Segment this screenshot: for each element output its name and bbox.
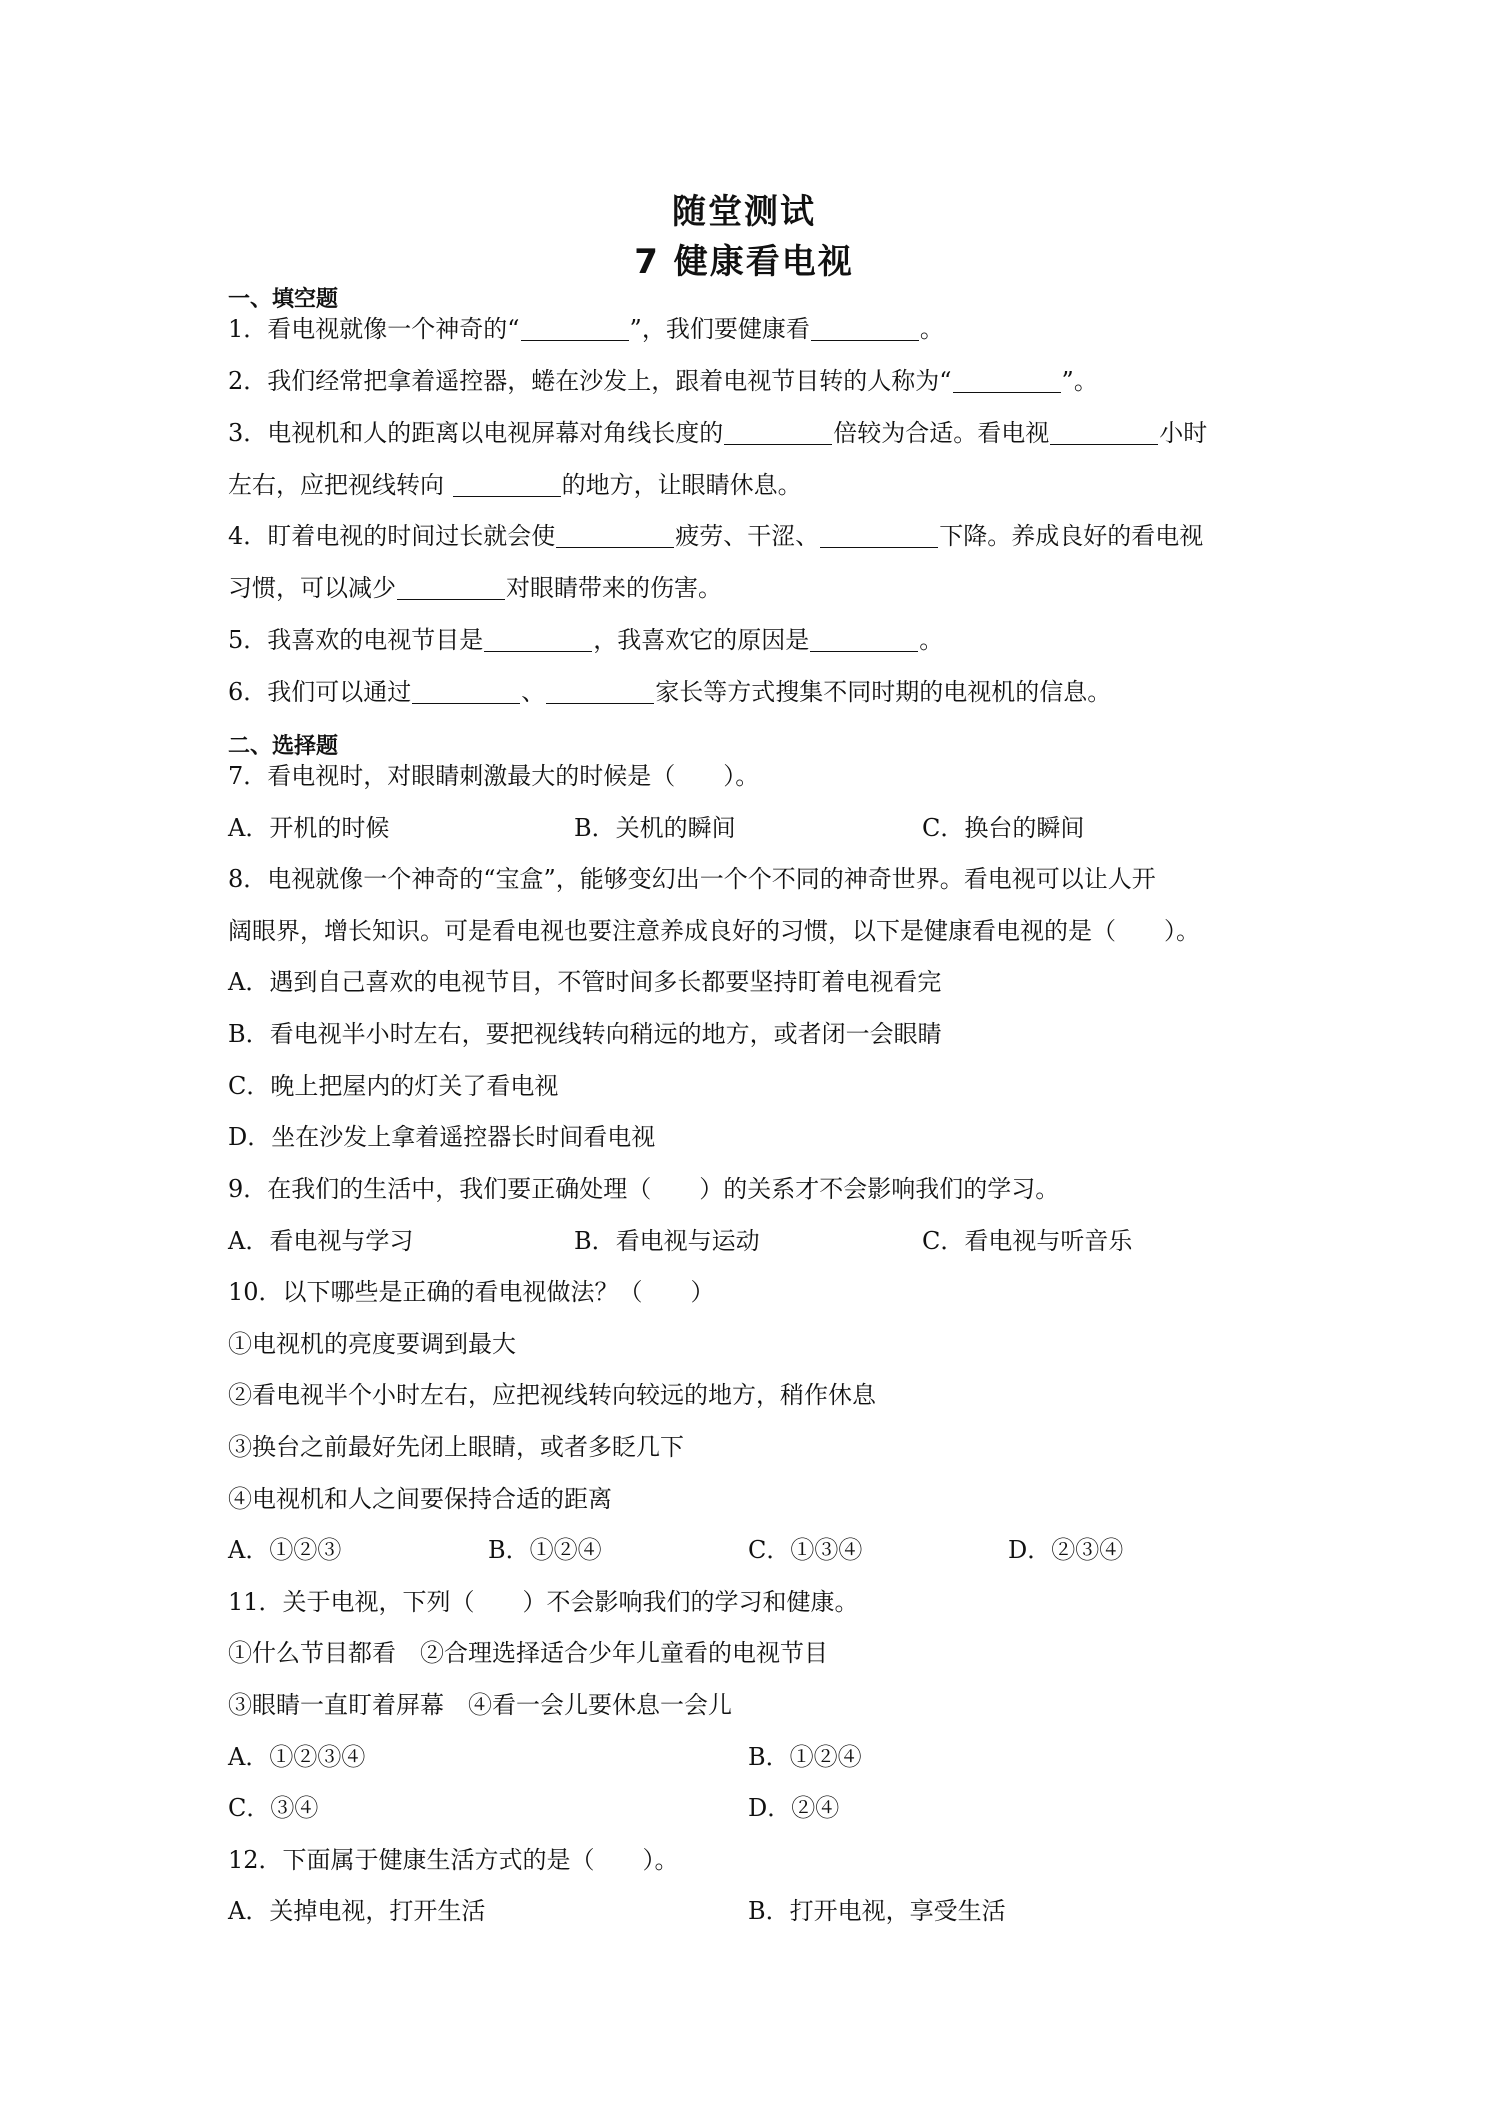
option-10c[interactable]: C．①③④ xyxy=(748,1536,863,1564)
option-8b[interactable]: B．看电视半小时左右，要把视线转向稍远的地方，或者闭一会眼睛 xyxy=(228,1020,942,1048)
answer-blank[interactable] xyxy=(556,523,674,548)
answer-blank[interactable] xyxy=(546,679,654,704)
question-6: 6．我们可以通过 、 家长等方式搜集不同时期的电视机的信息。 xyxy=(228,678,1112,706)
statement-10-3: ③换台之前最好先闭上眼睛，或者多眨几下 xyxy=(228,1433,684,1461)
answer-blank[interactable] xyxy=(397,575,505,600)
statement-10-4: ④电视机和人之间要保持合适的距离 xyxy=(228,1485,612,1513)
answer-blank[interactable] xyxy=(453,472,561,497)
question-2: 2．我们经常把拿着遥控器，蜷在沙发上，跟着电视节目转的人称为“ ”。 xyxy=(228,367,1098,395)
option-10a[interactable]: A．①②③ xyxy=(228,1536,342,1564)
answer-blank[interactable] xyxy=(811,316,919,341)
answer-blank[interactable] xyxy=(953,368,1061,393)
option-7a[interactable]: A．开机的时候 xyxy=(228,814,390,842)
option-8d[interactable]: D．坐在沙发上拿着遥控器长时间看电视 xyxy=(228,1123,656,1151)
question-4-cont: 习惯，可以减少 对眼睛带来的伤害。 xyxy=(228,574,722,602)
page-title: 随堂测试 xyxy=(672,192,816,232)
statement-11-1: ①什么节目都看 ②合理选择适合少年儿童看的电视节目 xyxy=(228,1639,828,1667)
question-8-cont: 阔眼界，增长知识。可是看电视也要注意养成良好的习惯，以下是健康看电视的是（ ）。 xyxy=(228,917,1200,945)
question-10: 10．以下哪些是正确的看电视做法？（ ） xyxy=(228,1278,715,1306)
question-7: 7．看电视时，对眼睛刺激最大的时候是（ ）。 xyxy=(228,762,760,790)
question-4: 4．盯着电视的时间过长就会使 疲劳、干涩、 下降。养成良好的看电视 xyxy=(228,522,1204,550)
question-12: 12．下面属于健康生活方式的是（ ）。 xyxy=(228,1846,679,1874)
option-11b[interactable]: B．①②④ xyxy=(748,1743,862,1771)
option-7b[interactable]: B．关机的瞬间 xyxy=(574,814,736,842)
page-subtitle: 7 健康看电视 xyxy=(634,242,854,282)
answer-blank[interactable] xyxy=(810,627,918,652)
section-fill-blank: 一、填空题 xyxy=(228,287,339,312)
option-9c[interactable]: C．看电视与听音乐 xyxy=(922,1227,1133,1255)
option-7c[interactable]: C．换台的瞬间 xyxy=(922,814,1085,842)
option-8c[interactable]: C．晚上把屋内的灯关了看电视 xyxy=(228,1072,559,1100)
question-8: 8．电视就像一个神奇的“宝盒”，能够变幻出一个个不同的神奇世界。看电视可以让人开 xyxy=(228,865,1156,893)
statement-10-2: ②看电视半个小时左右，应把视线转向较远的地方，稍作休息 xyxy=(228,1381,876,1409)
answer-blank[interactable] xyxy=(820,523,938,548)
option-12b[interactable]: B．打开电视，享受生活 xyxy=(748,1897,1006,1925)
option-12a[interactable]: A．关掉电视，打开生活 xyxy=(228,1897,486,1925)
answer-blank[interactable] xyxy=(724,420,832,445)
answer-blank[interactable] xyxy=(1050,420,1158,445)
question-3: 3．电视机和人的距离以电视屏幕对角线长度的 倍较为合适。看电视 小时 xyxy=(228,419,1208,447)
statement-10-1: ①电视机的亮度要调到最大 xyxy=(228,1330,516,1358)
option-10d[interactable]: D．②③④ xyxy=(1008,1536,1124,1564)
question-9: 9．在我们的生活中，我们要正确处理（ ）的关系才不会影响我们的学习。 xyxy=(228,1175,1060,1203)
answer-blank[interactable] xyxy=(484,627,592,652)
statement-11-2: ③眼睛一直盯着屏幕 ④看一会儿要休息一会儿 xyxy=(228,1691,732,1719)
question-1: 1．看电视就像一个神奇的“ ”，我们要健康看 。 xyxy=(228,315,944,343)
option-11c[interactable]: C．③④ xyxy=(228,1794,319,1822)
option-11a[interactable]: A．①②③④ xyxy=(228,1743,366,1771)
option-9b[interactable]: B．看电视与运动 xyxy=(574,1227,760,1255)
answer-blank[interactable] xyxy=(412,679,520,704)
section-multiple-choice: 二、选择题 xyxy=(228,734,339,759)
question-5: 5．我喜欢的电视节目是 ，我喜欢它的原因是 。 xyxy=(228,626,944,654)
answer-blank[interactable] xyxy=(521,316,629,341)
question-3-cont: 左右，应把视线转向 的地方，让眼睛休息。 xyxy=(228,471,802,499)
option-9a[interactable]: A．看电视与学习 xyxy=(228,1227,414,1255)
question-11: 11．关于电视，下列（ ）不会影响我们的学习和健康。 xyxy=(228,1588,859,1616)
option-11d[interactable]: D．②④ xyxy=(748,1794,840,1822)
option-10b[interactable]: B．①②④ xyxy=(488,1536,602,1564)
option-8a[interactable]: A．遇到自己喜欢的电视节目，不管时间多长都要坚持盯着电视看完 xyxy=(228,968,942,996)
